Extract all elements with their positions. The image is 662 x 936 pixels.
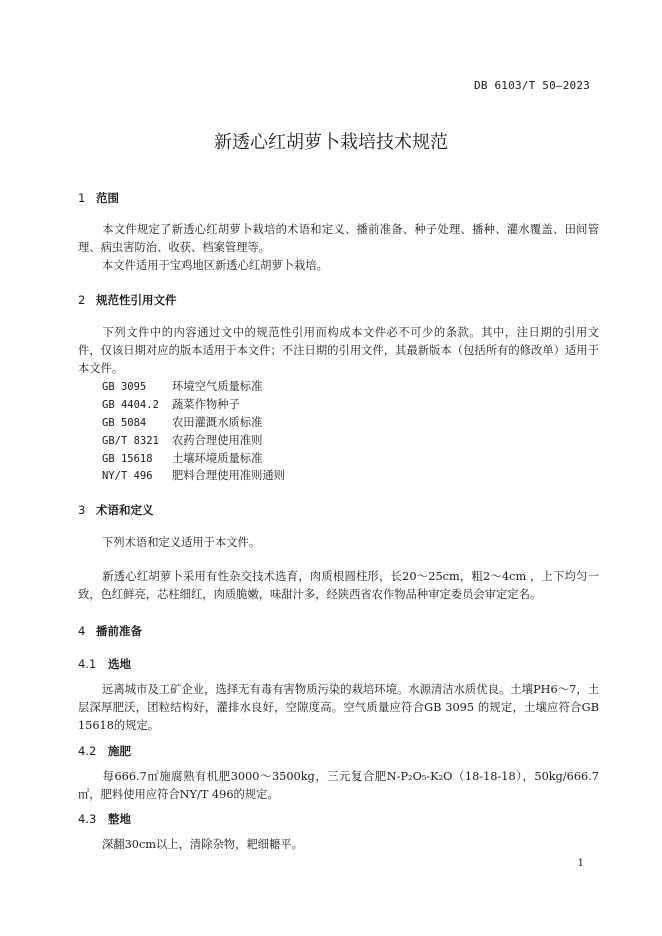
reference-name: 环境空气质量标准: [172, 380, 263, 393]
subsection-heading-4-2: [78, 743, 131, 759]
reference-name: 蔬菜作物种子: [172, 398, 240, 411]
subsection-heading-4-3: [78, 811, 131, 827]
reference-name: 土壤环境质量标准: [172, 452, 263, 465]
paragraph-text: 本文件适用于宝鸡地区新透心红胡萝卜栽培。: [102, 259, 328, 272]
section-title: 术语和定义: [96, 503, 154, 517]
reference-item: [102, 396, 240, 414]
paragraph: [78, 681, 599, 735]
reference-code: GB 4404.2: [102, 399, 159, 411]
section-heading-2: [78, 292, 177, 308]
subsection-number: 4.3: [78, 812, 97, 826]
paragraph-text: 新透心红胡萝卜采用有性杂交技术选育，肉质根圆柱形，长20～25cm，粗2～4cm ，上下均匀一致，色红鲜亮，芯柱细红，肉质脆嫩，味甜汁多，经陕西省农作物品种审定委员会审定定名。: [78, 570, 599, 601]
reference-code: GB 3095: [102, 381, 147, 393]
subsection-number: 4.2: [78, 744, 97, 758]
paragraph: [78, 768, 599, 804]
paragraph-text: 下列术语和定义适用于本文件。: [102, 536, 261, 549]
paragraph-text: 下列文件中的内容通过文中的规范性引用而构成本文件必不可少的条款。其中，注日期的引用文件，仅该日期对应的版本适用于本文件；不注日期的引用文件，其最新版本（包括所有的修改单）适用于本文件。: [78, 326, 599, 375]
page-title: 新透心红胡萝卜栽培技术规范: [214, 132, 448, 153]
section-heading-3: [78, 502, 154, 518]
reference-code: NY/T 496: [102, 470, 153, 482]
section-title: 播前准备: [96, 624, 142, 638]
paragraph: [78, 534, 599, 552]
section-heading-1: [78, 190, 119, 206]
paragraph: [78, 257, 599, 275]
paragraph-text: 远离城市及工矿企业，选择无有毒有害物质污染的栽培环境。水源清洁水质优良。土壤PH6～7，土层深厚肥沃，团粒结构好，灌排水良好，空隙度高。空气质量应符合GB 3095 的规定，土壤应符合GB 15618的规定。: [78, 683, 599, 732]
section-heading-4: [78, 623, 142, 639]
paragraph: [78, 324, 599, 378]
reference-name: 农药合理使用准则: [172, 434, 263, 447]
reference-item: [102, 467, 285, 485]
page-number: 1: [577, 858, 584, 869]
reference-item: [102, 414, 262, 432]
reference-name: 农田灌溉水质标准: [172, 416, 263, 429]
section-title: 规范性引用文件: [96, 293, 177, 307]
subsection-title: 整地: [108, 812, 131, 826]
section-number: 1: [78, 191, 86, 205]
document-code: DB 6103/T 50—2023: [474, 79, 590, 92]
reference-code: GB 5084: [102, 417, 147, 429]
paragraph-text: 深翻30cm以上，清除杂物，耙细耱平。: [102, 838, 303, 851]
subsection-title: 选地: [108, 657, 131, 671]
reference-item: [102, 378, 262, 396]
subsection-title: 施肥: [108, 744, 131, 758]
section-title: 范围: [96, 191, 119, 205]
reference-code: GB/T 8321: [102, 435, 159, 447]
subsection-number: 4.1: [78, 657, 97, 671]
section-number: 2: [78, 293, 86, 307]
paragraph-text: 每666.7㎡施腐熟有机肥3000～3500kg，三元复合肥N-P₂O₅-K₂O（18-18-18），50kg/666.7㎡，肥料使用应符合NY/T 496的规定。: [78, 770, 599, 801]
section-number: 3: [78, 503, 86, 517]
paragraph-text: 本文件规定了新透心红胡萝卜栽培的术语和定义、播前准备、种子处理、播种、灌水覆盖、田间管理、病虫害防治、收获、档案管理等。: [78, 223, 599, 254]
paragraph: [78, 221, 599, 257]
reference-item: [102, 432, 262, 450]
reference-item: [102, 450, 262, 468]
paragraph: [78, 836, 599, 854]
section-number: 4: [78, 624, 86, 638]
paragraph: [78, 568, 599, 604]
reference-code: GB 15618: [102, 453, 153, 465]
reference-name: 肥料合理使用准则通则: [172, 469, 285, 482]
subsection-heading-4-1: [78, 656, 131, 672]
